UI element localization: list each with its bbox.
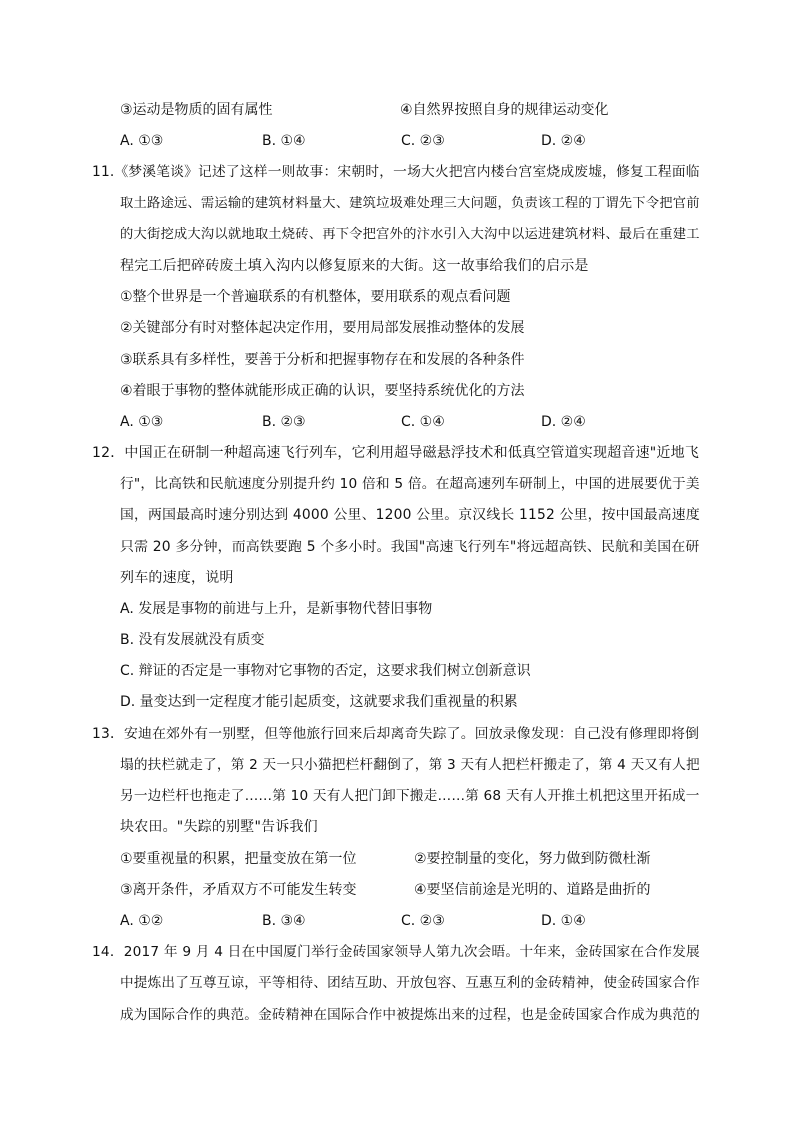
q11-option-b[interactable]: B. ②③	[262, 414, 306, 430]
q12-stem-line-1: 12．中国正在研制一种超高速飞行列车，它利用超导磁悬浮技术和低真空管道实现超音速"近地飞	[92, 445, 700, 461]
q10-option-c[interactable]: C. ②③	[401, 133, 445, 149]
q13-stem-line-3: 另一边栏杆也拖走了……第 10 天有人把门卸下搬走……第 68 天有人开推土机把这里开拓成一	[120, 788, 700, 804]
q12-stem-line-5: 列车的速度，说明	[120, 570, 234, 586]
q11-statement-1: ①整个世界是一个普遍联系的有机整体，要用联系的观点看问题	[120, 289, 511, 305]
q13-statement-2: ②要控制量的变化，努力做到防微杜渐	[414, 851, 651, 867]
q11-option-d[interactable]: D. ②④	[541, 414, 586, 430]
q12-stem-line-3: 国，两国最高时速分别达到 4000 公里、1200 公里。京汉线长 1152 公里，按中国最高速度	[120, 507, 700, 523]
q11-stem-line-2: 取土路途远、需运输的建筑材料量大、建筑垃圾难处理三大问题，负责该工程的丁谓先下令把官前	[120, 196, 700, 211]
q11-stem-line-1: 11.《梦溪笔谈》记述了这样一则故事：宋朝时，一场大火把宫内楼台宫室烧成废墟，修复工程面临	[92, 164, 700, 180]
q12-stem-line-2: 行"，比高铁和民航速度分别提升约 10 倍和 5 倍。在超高速列车研制上，中国的进展要优于美	[120, 476, 700, 492]
q12-option-b[interactable]: B. 没有发展就没有质变	[120, 632, 265, 648]
q13-statement-4: ④要坚信前途是光明的、道路是曲折的	[414, 882, 651, 898]
q11-option-a[interactable]: A. ①③	[120, 414, 164, 430]
q13-statement-3: ③离开条件，矛盾双方不可能发生转变	[120, 882, 357, 898]
q13-stem-line-1: 13．安迪在郊外有一别墅，但等他旅行回来后却离奇失踪了。回放录像发现：自己没有修理即将倒	[92, 726, 700, 742]
q14-stem-line-3: 成为国际合作的典范。金砖精神在国际合作中被提炼出来的过程，也是金砖国家合作成为典范的	[120, 1007, 700, 1023]
q11-stem-line-4: 程完工后把碎砖废土填入沟内以修复原来的大街。这一故事给我们的启示是	[120, 258, 589, 274]
q13-stem-line-2: 塌的扶栏就走了，第 2 天一只小猫把栏杆翻倒了，第 3 天有人把栏杆搬走了，第 4 天又有人把	[120, 757, 700, 773]
q10-option-d[interactable]: D. ②④	[541, 133, 586, 149]
q13-option-b[interactable]: B. ③④	[262, 913, 306, 929]
q14-stem-line-2: 中提炼出了互尊互谅，平等相待、团结互助、开放包容、互惠互利的金砖精神，使金砖国家合作	[120, 975, 700, 991]
q12-stem-line-4: 只需 20 多分钟，而高铁要跑 5 个多小时。我国"高速飞行列车"将远超高铁、民航和美国在研	[120, 539, 700, 555]
q14-stem-line-1: 14．2017 年 9 月 4 日在中国厦门举行金砖国家领导人第九次会晤。十年来，金砖国家在合作发展	[92, 944, 700, 960]
q10-option-b[interactable]: B. ①④	[262, 133, 306, 149]
q13-option-a[interactable]: A. ①②	[120, 913, 164, 929]
q12-option-d[interactable]: D. 量变达到一定程度才能引起质变，这就要求我们重视量的积累	[120, 694, 518, 710]
q13-option-c[interactable]: C. ②③	[401, 913, 445, 929]
q13-stem-line-4: 块农田。"失踪的别墅"告诉我们	[120, 819, 318, 835]
q10-option-a[interactable]: A. ①③	[120, 133, 164, 149]
q10-statement-4: ④自然界按照自身的规律运动变化	[400, 102, 609, 118]
q12-option-a[interactable]: A. 发展是事物的前进与上升，是新事物代替旧事物	[120, 601, 433, 617]
q13-option-d[interactable]: D. ①④	[541, 913, 586, 929]
q13-statement-1: ①要重视量的积累，把量变放在第一位	[120, 851, 357, 867]
q11-option-c[interactable]: C. ①④	[401, 414, 445, 430]
q11-statement-4: ④着眼于事物的整体就能形成正确的认识，要坚持系统优化的方法	[120, 383, 525, 399]
q10-statement-3: ③运动是物质的固有属性	[120, 102, 273, 118]
q11-statement-2: ②关键部分有时对整体起决定作用，要用局部发展推动整体的发展	[120, 320, 525, 336]
q11-stem-line-3: 的大街挖成大沟以就地取土烧砖、再下令把宫外的汴水引入大沟中以运进建筑材料、最后在重建工	[120, 227, 700, 242]
q12-option-c[interactable]: C. 辩证的否定是一事物对它事物的否定，这要求我们树立创新意识	[120, 663, 531, 679]
q11-statement-3: ③联系具有多样性，要善于分析和把握事物存在和发展的各种条件	[120, 352, 525, 368]
